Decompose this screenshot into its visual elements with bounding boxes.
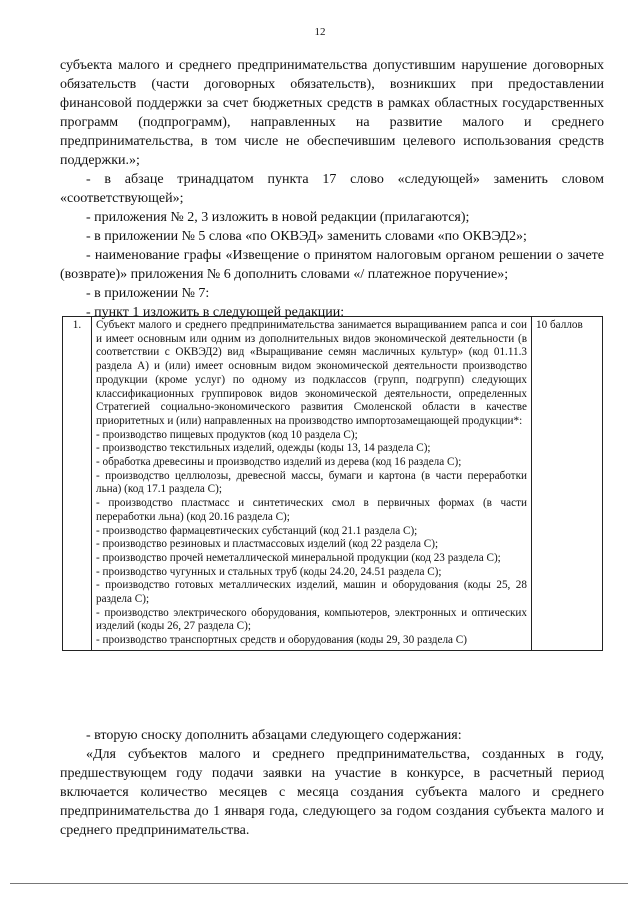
table-row — [63, 317, 603, 651]
list-item: - производство пластмасс и синтетических смол в первичных формах (в части переработки льна) (код 20.16 раздела С); — [96, 497, 527, 523]
paragraph: - пункт 1 изложить в следующей редакции: — [86, 305, 345, 320]
paragraph: - в приложении № 7: — [86, 286, 210, 301]
list-item: - производство прочей неметаллической минеральной продукции (код 23 раздела С); — [96, 551, 501, 564]
list-item: - обработка древесины и производство изделий из дерева (код 16 раздела С); — [96, 456, 462, 469]
table-cell-points: 10 баллов — [532, 317, 603, 651]
footer-divider — [10, 883, 628, 884]
list-item: - производство транспортных средств и оборудования (коды 29, 30 раздела С) — [96, 634, 467, 647]
list-item: - производство электрического оборудования, компьютеров, электронных и оптических изделий (коды 26, 27 раздела С); — [96, 606, 527, 633]
paragraph: - наименование графы «Извещение о принятом налоговым органом решении о зачете (возврате)» приложения № 6 дополнить словами «/ платежное поручение»; — [60, 248, 604, 282]
list-item: - производство чугунных и стальных труб (коды 24.20, 24.51 раздела С); — [96, 565, 442, 578]
paragraph: - вторую сноску дополнить абзацами следующего содержания: — [86, 728, 462, 743]
list-item: - производство целлюлозы, древесной массы, бумаги и картона (в части переработки льна) (код 17.1 раздела С); — [96, 469, 527, 496]
paragraph: субъекта малого и среднего предпринимательства допустившим нарушение договорных обязательств (части договорных обязательств), возникших при предоставлении финансовой поддержки за счет бюджетных средств в рамках областных государственных программ (подпрограмм), направленных на развитие малого и среднего предпринимательства, в том числе не обеспечившим целевого использования средств поддержки.»; — [60, 58, 604, 168]
table-cell-number: 1. — [63, 317, 92, 651]
bottom-text-block — [60, 726, 604, 840]
paragraph: - приложения № 2, 3 изложить в новой редакции (прилагаются); — [86, 210, 470, 225]
list-item: - производство готовых металлических изделий, машин и оборудования (коды 25, 28 раздела С); — [96, 579, 527, 606]
list-item: - производство пищевых продуктов (код 10 раздела С); — [96, 428, 358, 441]
amendment-table — [62, 316, 603, 651]
list-item: - производство фармацевтических субстанций (код 21.1 раздела С); — [96, 524, 418, 537]
top-text-block — [60, 56, 604, 322]
page-number: 12 — [314, 26, 326, 38]
paragraph: - в абзаце тринадцатом пункта 17 слово «следующей» заменить словом «соответствующей»; — [60, 172, 604, 206]
table-cell-criterion — [92, 317, 532, 651]
table-cell-items — [96, 429, 527, 648]
table-cell-intro: Субъект малого и среднего предпринимательства занимается выращиванием рапса и сои и имеет основным или одним из дополнительных видов экономической деятельности (в соответствии с ОКВЭД2) вид «Выращивание семян масличных культур» (код 01.11.3 раздела А) и (или) имеет основным видом экономической деятельности производство продукции (кроме услуг) по одному из подклассов (групп, подгрупп) следующих классификационных группировок видов экономической деятельности, определенных Стратегией социально-экономического развития Смоленской области в качестве приоритетных и (или) направленных на производство импортозамещающей продукции*: — [96, 319, 527, 427]
list-item: - производство текстильных изделий, одежды (коды 13, 14 раздела С); — [96, 442, 431, 455]
paragraph: «Для субъектов малого и среднего предпринимательства, созданных в году, предшествующем году подачи заявки на участие в конкурсе, в расчетный период включается количество месяцев с месяца создания субъекта малого и среднего предпринимательства до 1 января года, следующего за годом создания субъекта малого и среднего предпринимательства. — [60, 747, 604, 838]
paragraph: - в приложении № 5 слова «по ОКВЭД» заменить словами «по ОКВЭД2»; — [86, 229, 527, 244]
list-item: - производство резиновых и пластмассовых изделий (код 22 раздела С); — [96, 538, 439, 551]
